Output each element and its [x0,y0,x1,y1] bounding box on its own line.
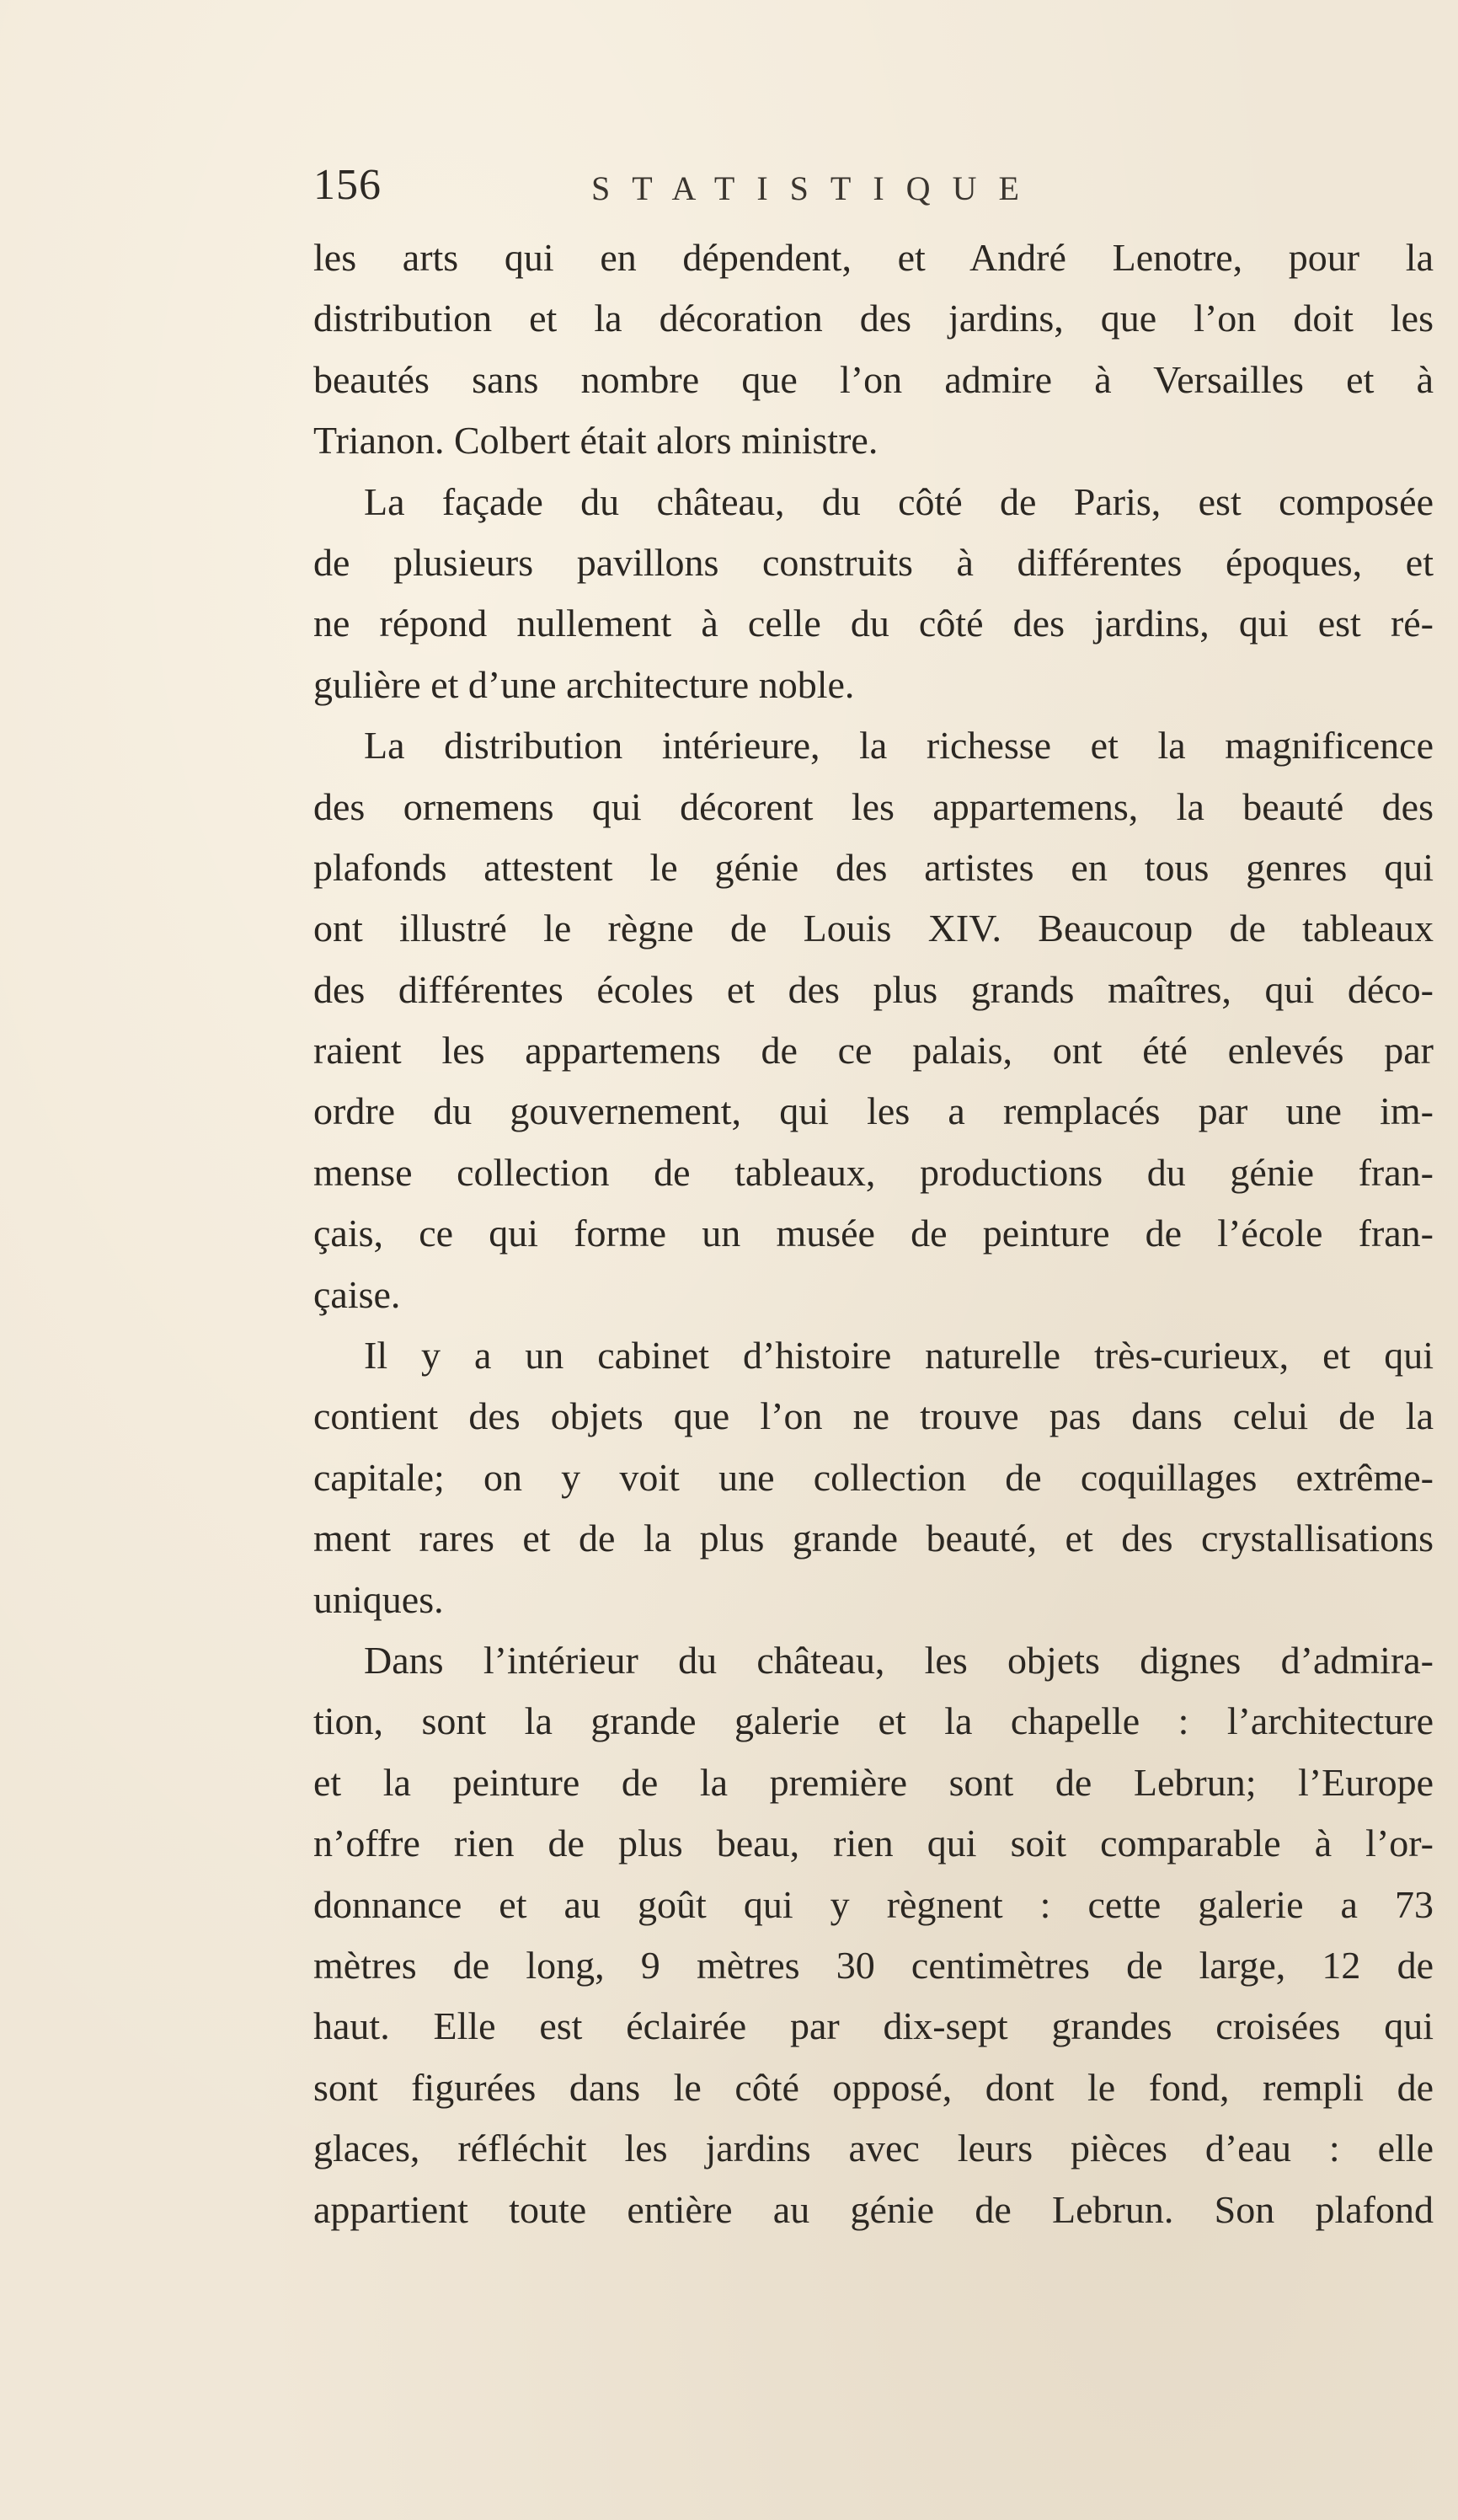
text-line: tion, sont la grande galerie et la chapelle : l’architecture [313,1699,1434,1743]
text-line: capitale; on y voit une collection de coquillages extrême- [313,1455,1434,1499]
text-line: ne répond nullement à celle du côté des jardins, qui est ré- [313,602,1434,645]
text-line: La façade du château, du côté de Paris, est composée [364,479,1434,523]
text-line: beautés sans nombre que l’on admire à Versailles et à [313,357,1434,401]
text-line: des différentes écoles et des plus grands maîtres, qui déco- [313,967,1434,1011]
text-line: Trianon. Colbert était alors ministre. [313,419,879,463]
text-line: ordre du gouvernement, qui les a remplacés par une im- [313,1089,1434,1133]
text-line: n’offre rien de plus beau, rien qui soit comparable à l’or- [313,1822,1434,1865]
text-line: Il y a un cabinet d’histoire naturelle très-curieux, et qui [364,1334,1434,1378]
text-line: des ornemens qui décorent les appartemens, la beauté des [313,784,1434,828]
text-line: raient les appartemens de ce palais, ont été enlevés par [313,1029,1434,1073]
text-line: sont figurées dans le côté opposé, dont le fond, rempli de [313,2065,1434,2109]
text-line: plafonds attestent le génie des artistes en tous genres qui [313,845,1434,889]
text-line: de plusieurs pavillons construits à différentes époques, et [313,540,1434,584]
running-title: STATISTIQUE [591,169,1041,207]
page-header [313,160,1198,219]
text-line: La distribution intérieure, la richesse et la magnificence [364,724,1434,768]
text-line: donnance et au goût qui y règnent : cette galerie a 73 [313,1882,1434,1926]
text-line: uniques. [313,1577,444,1621]
text-line: haut. Elle est éclairée par dix-sept grandes croisées qui [313,2004,1434,2048]
text-line: ont illustré le règne de Louis XIV. Beaucoup de tableaux [313,907,1434,950]
text-line: mètres de long, 9 mètres 30 centimètres de large, 12 de [313,1943,1434,1987]
text-line: les arts qui en dépendent, et André Lenotre, pour la [313,236,1434,279]
page-number: 156 [313,161,382,209]
text-line: ment rares et de la plus grande beauté, et des crystallisations [313,1517,1434,1560]
text-line: çaise. [313,1272,401,1316]
text-line: distribution et la décoration des jardins, que l’on doit les [313,297,1434,340]
text-line: glaces, réfléchit les jardins avec leurs pièces d’eau : elle [313,2127,1434,2170]
text-line: et la peinture de la première sont de Lebrun; l’Europe [313,1760,1434,1804]
text-line: çais, ce qui forme un musée de peinture de l’école fran- [313,1212,1434,1255]
text-line: appartient toute entière au génie de Lebrun. Son plafond [313,2187,1434,2231]
body-text [313,227,1434,2240]
text-line: mense collection de tableaux, productions du génie fran- [313,1150,1434,1194]
text-line: Dans l’intérieur du château, les objets dignes d’admira- [364,1638,1434,1682]
text-line: contient des objets que l’on ne trouve pas dans celui de la [313,1394,1434,1438]
text-line: gulière et d’une architecture noble. [313,662,855,706]
